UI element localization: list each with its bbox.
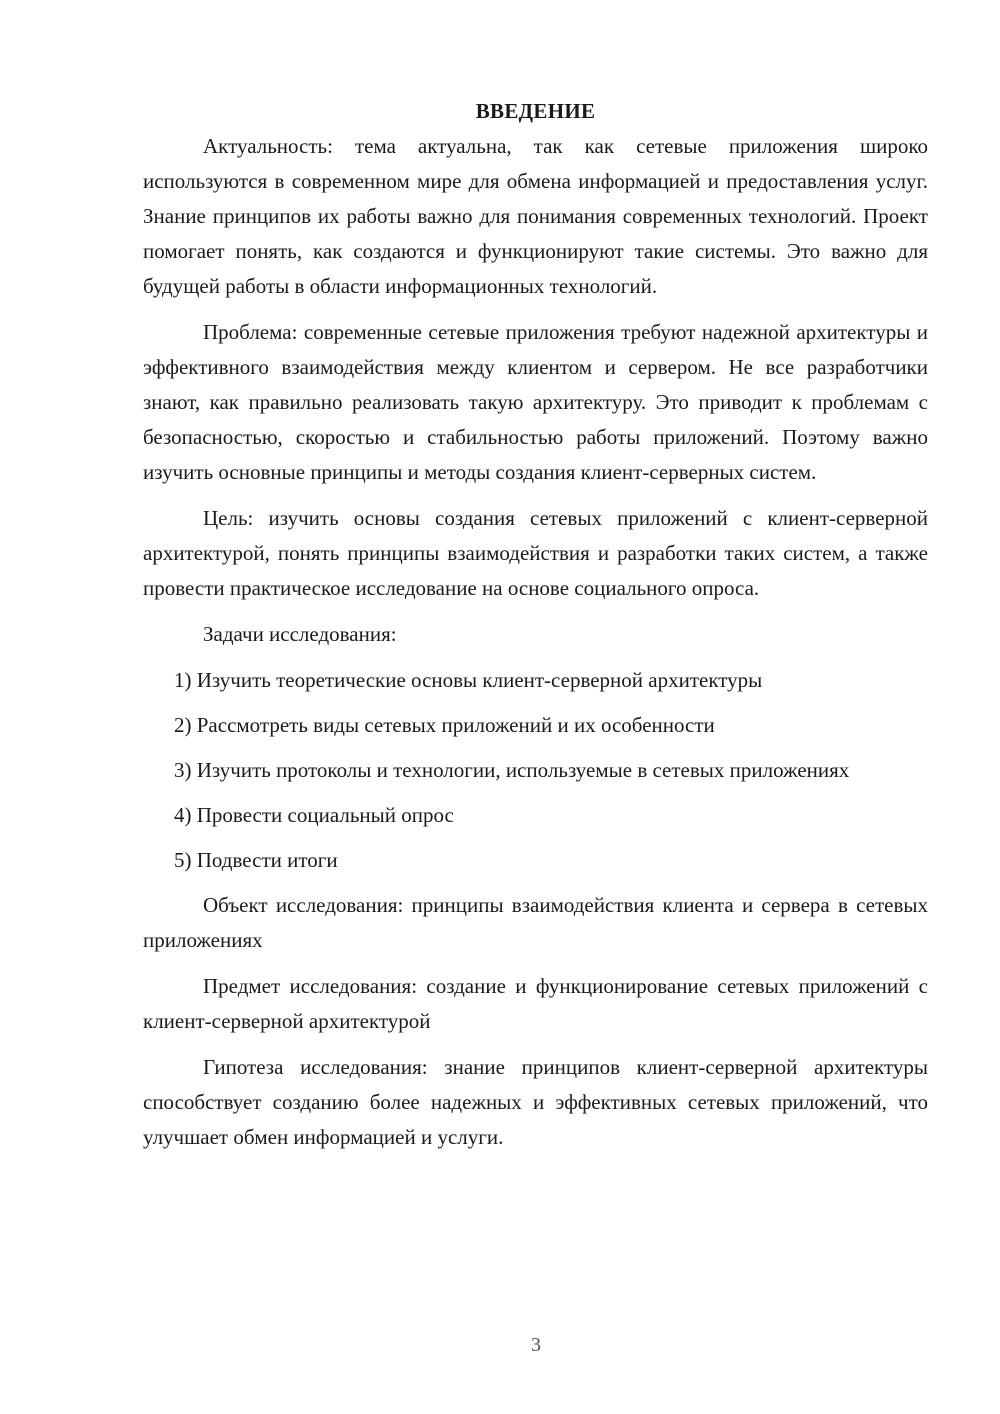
paragraph-goal: Цель: изучить основы создания сетевых приложений с клиент-серверной архитектурой, понять принципы взаимодействия и разработки таких систем, а также провести практическое исследование на основе социального опроса.	[143, 506, 928, 600]
task-item-3: 3) Изучить протоколы и технологии, используемые в сетевых приложениях	[174, 758, 850, 782]
paragraph-subject: Предмет исследования: создание и функционирование сетевых приложений с клиент-серверной архитектурой	[143, 974, 928, 1033]
task-item-4: 4) Провести социальный опрос	[174, 803, 454, 827]
task-item-5: 5) Подвести итоги	[174, 848, 338, 872]
paragraph-hypothesis: Гипотеза исследования: знание принципов клиент-серверной архитектуры способствует созданию более надежных и эффективных сетевых приложений, что улучшает обмен информацией и услуги.	[143, 1055, 928, 1149]
task-item-2: 2) Рассмотреть виды сетевых приложений и их особенности	[174, 713, 715, 737]
paragraph-relevance: Актуальность: тема актуальна, так как сетевые приложения широко используются в современном мире для обмена информацией и предоставления услуг. Знание принципов их работы важно для понимания современных технологий. Проект помогает понять, как создаются и функционируют такие системы. Это важно для будущей работы в области информационных технологий.	[143, 134, 928, 298]
page-content	[143, 94, 928, 1166]
paragraph-problem: Проблема: современные сетевые приложения требуют надежной архитектуры и эффективного взаимодействия между клиентом и сервером. Не все разработчики знают, как правильно реализовать такую архитектуру. Это приводит к проблемам с безопасностью, скоростью и стабильностью работы приложений. Поэтому важно изучить основные принципы и методы создания клиент-серверных систем.	[143, 320, 928, 484]
section-title: ВВЕДЕНИЕ	[475, 99, 596, 123]
page-number: 3	[531, 1334, 541, 1356]
task-item-1: 1) Изучить теоретические основы клиент-серверной архитектуры	[174, 668, 763, 692]
paragraph-tasks-heading: Задачи исследования:	[203, 622, 397, 646]
paragraph-object: Объект исследования: принципы взаимодействия клиента и сервера в сетевых приложениях	[143, 893, 928, 952]
